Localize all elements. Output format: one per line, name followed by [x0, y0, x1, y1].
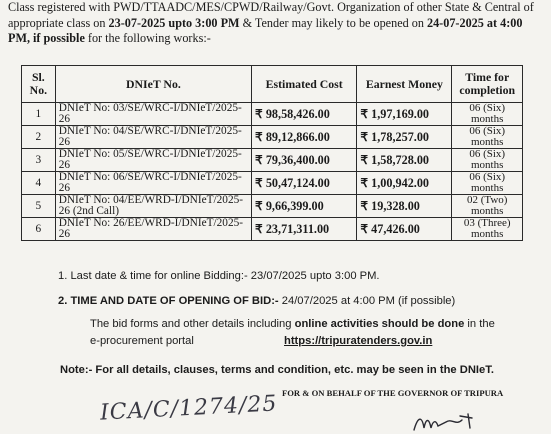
row-earnest-money: ₹ 1,97,169.00: [357, 103, 452, 126]
header-sl-no: Sl. No.: [22, 66, 56, 103]
row-dniet-no: DNIeT No: 26/EE/WRD-I/DNIeT/2025-26: [55, 218, 251, 241]
row-sl-no: 1: [22, 103, 56, 126]
row-estimated-cost: ₹ 79,36,400.00: [252, 149, 357, 172]
intro-line-3-bold: PM, if possible: [8, 31, 85, 45]
header-dniet-no: DNIeT No.: [55, 66, 251, 103]
dniet-note: Note:- For all details, clauses, terms and condition, etc. may be seen in the DNIeT.: [60, 364, 494, 376]
row-completion-time: 03 (Three) months: [452, 218, 523, 241]
row-sl-no: 2: [22, 126, 56, 149]
note-item-2-label: 2. TIME AND DATE OF OPENING OF BID:-: [58, 295, 279, 307]
on-behalf-line: FOR & ON BEHALF OF THE GOVERNOR OF TRIPURA: [282, 388, 504, 398]
intro-line-2-prefix: appropriate class on: [8, 15, 109, 30]
row-earnest-money: ₹ 1,78,257.00: [357, 126, 452, 149]
table-row: [22, 218, 523, 241]
table-header-row: [22, 66, 523, 103]
intro-line-3-rest: for the following works:-: [84, 31, 211, 45]
row-dniet-no: DNIeT No: 06/SE/WRC-I/DNIeT/2025-26: [55, 172, 251, 195]
row-earnest-money: ₹ 1,00,942.00: [357, 172, 452, 195]
row-completion-time: 06 (Six) months: [452, 149, 523, 172]
intro-line-3: [8, 31, 548, 47]
table-row: [22, 103, 523, 126]
row-completion-time: 06 (Six) months: [452, 126, 523, 149]
table-row: [22, 149, 523, 172]
row-earnest-money: ₹ 1,58,728.00: [357, 149, 452, 172]
row-estimated-cost: ₹ 9,66,399.00: [252, 195, 357, 218]
handwritten-reference: ICA/C/1274/25: [99, 391, 279, 426]
note-item-2-value: 24/07/2025 at 4:00 PM (if possible): [278, 295, 456, 307]
table-row: [22, 126, 523, 149]
row-earnest-money: ₹ 47,426.00: [357, 218, 452, 241]
row-dniet-no: DNIeT No: 03/SE/WRC-I/DNIeT/2025-26: [55, 103, 251, 126]
tender-open-date: 24-07-2025 at 4:00: [426, 15, 523, 30]
row-dniet-no: DNIeT No: 04/SE/WRC-I/DNIeT/2025-26: [55, 126, 251, 149]
bid-forms-text-b: in the: [464, 318, 495, 330]
intro-paragraph: [8, 0, 548, 47]
portal-link[interactable]: https://tripuratenders.gov.in: [284, 335, 433, 347]
bid-date-from: 23-07-2025 upto 3:00 PM: [108, 15, 240, 30]
note-item-1: 1. Last date & time for online Bidding:- 23/07/2025 upto 3:00 PM.: [58, 270, 380, 282]
row-sl-no: 6: [22, 218, 56, 241]
table-row: [22, 195, 523, 218]
intro-line-2-mid: & Tender may likely to be opened on: [239, 15, 427, 30]
row-sl-no: 5: [22, 195, 56, 218]
row-sl-no: 3: [22, 149, 56, 172]
header-time-for-completion: Time for completion: [452, 66, 523, 103]
row-estimated-cost: ₹ 89,12,866.00: [252, 126, 357, 149]
intro-line-1: Class registered with PWD/TTAADC/MES/CPWD/Railway/Govt. Organization of other State & Central of: [8, 0, 534, 14]
bid-forms-text-bold: online activities should be done: [294, 318, 465, 330]
row-completion-time: 02 (Two) months: [452, 195, 523, 218]
note-item-2: [58, 295, 455, 307]
row-estimated-cost: ₹ 98,58,426.00: [252, 103, 357, 126]
works-table: [21, 65, 523, 241]
bid-forms-text-a: The bid forms and other details including: [90, 318, 295, 330]
table-row: [22, 172, 523, 195]
row-dniet-no: DNIeT No: 05/SE/WRC-I/DNIeT/2025-26: [55, 149, 251, 172]
row-dniet-no: DNIeT No: 04/EE/WRD-I/DNIeT/2025-26 (2nd Call): [55, 195, 251, 218]
row-completion-time: 06 (Six) months: [452, 103, 523, 126]
row-sl-no: 4: [22, 172, 56, 195]
header-earnest-money: Earnest Money: [357, 66, 452, 103]
row-earnest-money: ₹ 19,328.00: [357, 195, 452, 218]
row-estimated-cost: ₹ 50,47,124.00: [252, 172, 357, 195]
header-estimated-cost: Estimated Cost: [252, 66, 357, 103]
row-completion-time: 06 (Six) months: [452, 172, 523, 195]
bid-forms-line-2: e-procurement portal: [90, 335, 194, 347]
row-estimated-cost: ₹ 23,71,311.00: [252, 218, 357, 241]
intro-line-2: [8, 16, 548, 32]
bid-forms-line-1: [90, 318, 495, 330]
